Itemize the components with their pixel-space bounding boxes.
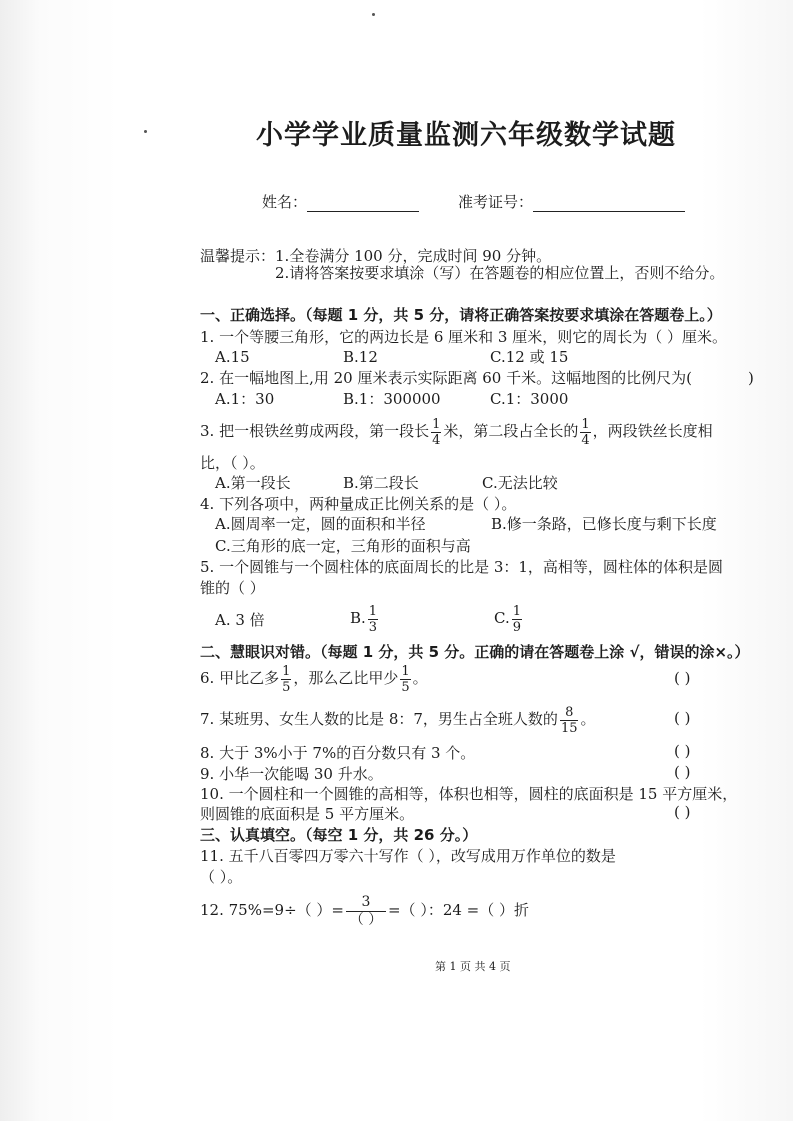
q2-option-b: B.1：300000 [343,390,441,408]
q8-answer-paren: ( ) [674,742,691,760]
q7-text-post: 。 [580,710,596,728]
q3-fraction-1 [431,417,441,448]
q5-option-b-fraction [368,604,378,635]
q7-text-pre: 7. 某班男、女生人数的比是 8：7，男生占全班人数的 [200,710,558,728]
q6-text-post: 。 [412,669,428,687]
q9-answer-paren: ( ) [674,763,691,781]
q5-option-c-label: C. [494,609,510,627]
q6-fraction-1-num: 1 [282,663,291,679]
section-2-heading: 二、慧眼识对错。（每题 1 分，共 5 分。正确的请在答题卷上涂 √，错误的涂×。） [200,643,750,661]
page-footer: 第 1 页 共 4 页 [435,960,511,973]
q5-option-c-fraction [512,604,522,635]
q3-option-c: C.无法比较 [482,474,558,492]
q6-fraction-2-num: 1 [401,663,410,679]
q6-fraction-2-den: 5 [401,679,410,695]
q7-answer-paren: ( ) [674,709,691,727]
q2-option-c: C.1：3000 [490,390,569,408]
id-blank [533,211,685,212]
q1-option-c: C.12 或 15 [490,348,569,366]
q3-text-mid: 米，第二段占全长的 [443,422,579,440]
q5-stem: 5. 一个圆锥与一个圆柱体的底面周长的比是 3：1，高相等，圆柱体的体积是圆 [200,558,723,576]
tips-line-2: 2.请将答案按要求填涂（写）在答题卷的相应位置上，否则不给分。 [275,264,725,282]
exam-title: 小学学业质量监测六年级数学试题 [256,120,676,151]
scan-speck [372,13,375,16]
q12-text-post: =（ ）：24 =（ ）折 [387,901,530,919]
q9-stem: 9. 小华一次能喝 30 升水。 [200,765,383,783]
name-label: 姓名： [262,193,308,211]
q2-stem: 2. 在一幅地图上,用 20 厘米表示实际距离 60 千米。这幅地图的比例尺为( [200,369,692,387]
q6-text-mid: ，那么乙比甲少 [293,669,399,687]
q5-option-c [494,600,524,636]
tips-label: 温馨提示： [200,247,276,265]
q10-answer-paren: ( ) [674,803,691,821]
q2-close-paren: ) [748,369,754,387]
q11-line-1: 11. 五千八百零四万零六十写作（ ），改写成用万作单位的数是 [200,847,616,865]
name-field [262,192,419,212]
tips-text-1: 1.全卷满分 100 分，完成时间 90 分钟。 [275,247,552,265]
q5-option-b-label: B. [350,609,366,627]
q3-fraction-2 [580,417,590,448]
q12-fraction [346,894,386,929]
q5-option-b [350,600,380,636]
q3-text-post: ，两段铁丝长度相 [592,422,713,440]
q3-option-a: A.第一段长 [215,474,291,492]
q3-fraction-1-den: 4 [432,432,441,448]
q4-option-a: A.圆周率一定，圆的面积和半径 [215,515,426,533]
q5-b-den: 3 [368,619,378,635]
q3-stem [200,415,713,448]
id-field [458,192,685,212]
scan-speck [144,130,147,133]
q3-text-pre: 3. 把一根铁丝剪成两段，第一段长 [200,422,430,440]
q1-stem: 1. 一个等腰三角形，它的两边长是 6 厘米和 3 厘米，则它的周长为（ ）厘米。 [200,328,728,346]
q3-line-2: 比，（ ）。 [200,454,265,472]
id-label: 准考证号： [458,193,534,211]
q7-fraction [560,705,579,736]
q5-line-2: 锥的（ ） [200,579,265,597]
q5-option-a: A. 3 倍 [215,611,265,629]
q12-stem [200,890,529,930]
q12-text-pre: 12. 75%=9÷（ ）= [200,901,344,919]
q7-fraction-den: 15 [560,720,578,736]
q4-option-c: C.三角形的底一定，三角形的面积与高 [215,537,471,555]
q6-fraction-1 [281,664,291,695]
q6-text-pre: 6. 甲比乙多 [200,669,280,687]
q11-line-2: （ ）。 [200,868,243,886]
q5-c-den: 9 [512,619,521,635]
q10-line-1: 10. 一个圆柱和一个圆锥的高相等，体积也相等，圆柱的底面积是 15 平方厘米， [200,785,738,803]
section-3-heading: 三、认真填空。（每空 1 分，共 26 分。） [200,826,478,844]
q1-option-a: A.15 [215,348,250,366]
q7-stem [200,703,596,736]
q3-fraction-2-den: 4 [581,432,590,448]
q2-option-a: A.1：30 [215,390,275,408]
q3-option-b: B.第二段长 [343,474,419,492]
q6-fraction-1-den: 5 [282,679,291,695]
q6-answer-paren: ( ) [674,669,691,687]
q8-stem: 8. 大于 3%小于 7%的百分数只有 3 个。 [200,744,476,762]
q5-c-num: 1 [512,603,521,619]
q3-fraction-2-num: 1 [581,416,590,432]
q1-option-b: B.12 [343,348,378,366]
name-blank [307,211,419,212]
q4-stem: 4. 下列各项中，两种量成正比例关系的是（ ）。 [200,495,517,513]
q6-stem [200,662,428,695]
q5-b-num: 1 [368,603,378,619]
q6-fraction-2 [400,664,410,695]
section-1-heading: 一、正确选择。（每题 1 分，共 5 分，请将正确答案按要求填涂在答题卷上。） [200,306,722,324]
q12-fraction-num: 3 [361,893,371,910]
q4-option-b: B.修一条路，已修长度与剩下长度 [491,515,717,533]
q3-fraction-1-num: 1 [432,416,441,432]
q10-line-2: 则圆锥的底面积是 5 平方厘米。 [200,805,415,823]
q7-fraction-num: 8 [565,704,574,720]
q12-fraction-den: （ ） [346,911,386,929]
